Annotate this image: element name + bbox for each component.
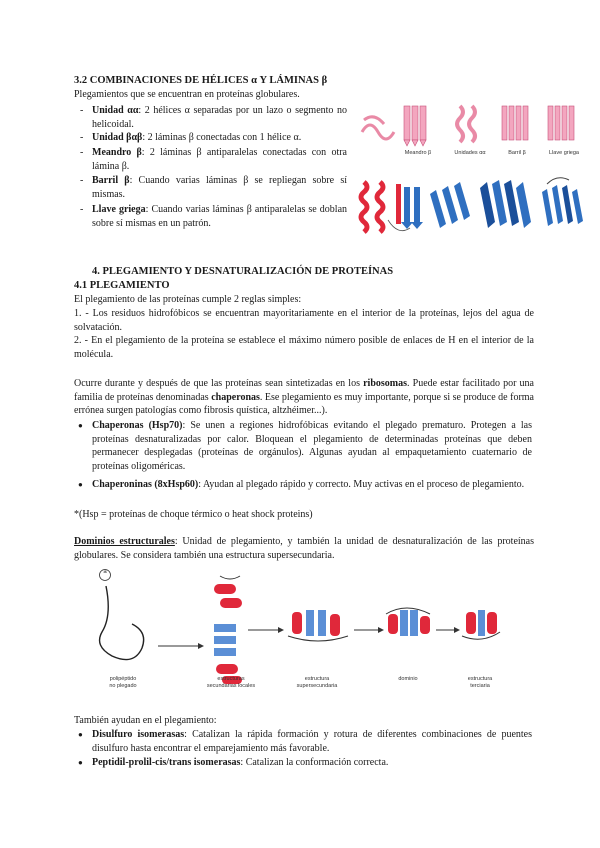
enzyme-term: Disulfuro isomerasas: [92, 729, 185, 740]
list-item: [92, 104, 347, 131]
diagram-label-domain: dominio: [398, 676, 418, 682]
figure-label-unidades: Unidades αα: [454, 150, 486, 156]
item-text: : 2 láminas β antiparalelas conectadas con otra lámina β.: [92, 147, 347, 172]
list-item: [92, 728, 532, 755]
list-item: [92, 203, 347, 230]
folding-illustration: [96, 566, 506, 694]
enzyme-text: : Catalizan la conformación correcta.: [240, 757, 389, 768]
supersecondary-structure: [288, 610, 348, 641]
enzyme-text: : Catalizan la rápida formación y rotura de diferentes combinaciones de puentes disulfuro hasta encontrar el emparejamiento más favorable.: [92, 729, 532, 754]
motifs-illustration: [352, 92, 592, 252]
list-item: [92, 146, 347, 173]
list-item: [92, 756, 532, 770]
hsp-note: *(Hsp = proteínas de choque térmico o heat shock proteins): [74, 509, 313, 520]
secondary-structures: [214, 576, 242, 684]
item-term: Llave griega: [92, 204, 146, 215]
diagram-label-unfolded: polipéptido no plegado: [109, 676, 137, 689]
tertiary-structure: [462, 610, 500, 639]
list-item: [92, 174, 347, 201]
blue-sheets-1: [430, 182, 470, 228]
pink-greek-key: [548, 106, 574, 140]
term-ribosomas: ribosomas: [363, 378, 408, 389]
list-item: [92, 419, 532, 473]
bullet-text: : Se unen a regiones hidrofóbicas evitando el plegado prematuro. Protegen a las proteínas desnaturalizadas por calor. Bloquean el plegamiento de determinadas proteínas que deben permanecer desplegadas (proteínas de orgánulos). Algunas ayudan al empaquetamiento cuaternario de proteínas oligoméricas.: [92, 420, 533, 472]
section-3-2-title: 3.2 COMBINACIONES DE HÉLICES α Y LÁMINAS β: [74, 75, 328, 86]
motifs-figure: [352, 92, 592, 252]
item-text: : 2 hélices α separadas por un lazo o segmento no helicoidal.: [92, 105, 347, 130]
term-dominios: Dominios estructurales: [74, 536, 175, 547]
folding-diagram: [96, 566, 506, 694]
domain-structure: [386, 608, 430, 636]
list-item: [92, 478, 532, 492]
figure-label-meandro: Meandro β: [404, 150, 432, 156]
rules-intro: El plegamiento de las proteínas cumple 2 reglas simples:: [74, 294, 302, 305]
rule-1: 1. - Los residuos hidrofóbicos se encuentran mayoritariamente en el interior de la proteínas, lejos del agua de solvatación.: [74, 308, 534, 333]
blue-greek-key: [542, 178, 583, 226]
item-text: : Cuando varias láminas β se repliegan sobre sí mismas.: [92, 175, 347, 200]
diagram-label-tertiary: estructura terciaria: [467, 676, 493, 689]
meandro-motif: [362, 117, 394, 139]
red-helices: [361, 182, 383, 232]
item-text: : 2 láminas β conectadas con 1 hélice α.: [142, 132, 302, 143]
section-3-2-intro: Plegamientos que se encuentran en proteínas globulares.: [74, 89, 300, 100]
also-help-intro: También ayudan en el plegamiento:: [74, 715, 217, 726]
bullet-term: Chaperoninas (8xHsp60): [92, 479, 199, 490]
diagram-label-secondary: estructuras secundarias locales: [206, 676, 256, 689]
red-blue-unit: [396, 184, 423, 229]
text: . Puede estar facilitado por una familia de proteínas denominadas: [74, 378, 534, 403]
section-4-1-title: 4.1 PLEGAMIENTO: [74, 280, 170, 291]
item-term: Unidad αα: [92, 105, 139, 116]
domains-paragraph: [74, 535, 534, 562]
item-text: : Cuando varias láminas β antiparalelas se doblan sobre sí mismas en un patrón.: [92, 204, 348, 229]
rule-2: 2. - En el plegamiento de la proteína se establece el máximo número posible de enlaces de H en el interior de la molécula.: [74, 335, 534, 360]
text: . Ese plegamiento es muy importante, porque si se produce de forma errónea surgen patologías como fibrosis quística, altzhéimer...).: [74, 391, 534, 416]
section-4-title: 4. PLEGAMIENTO Y DESNATURALIZACIÓN DE PROTEÍNAS: [92, 266, 394, 277]
item-term: Barril β: [92, 175, 130, 186]
unfolded-chain: [100, 586, 144, 660]
bullet-term: Chaperonas (Hsp70): [92, 420, 183, 431]
blue-barrel: [480, 180, 531, 228]
pink-helix-pair: [457, 106, 475, 142]
list-item: [92, 131, 347, 145]
enzyme-term: Peptidil-prolil-cis/trans isomerasas: [92, 757, 241, 768]
figure-label-barril: Barril β: [508, 150, 526, 156]
pink-barrel: [502, 106, 528, 140]
panel-badge: a: [103, 569, 107, 575]
text: : Unidad de plegamiento, y también la unidad de desnaturalización de las proteínas globulares. Se considera también una estructura supersecundaria.: [74, 536, 534, 561]
folding-paragraph: [74, 377, 534, 418]
figure-label-llave: Llave griega: [549, 150, 579, 156]
pink-sheets-1: [404, 106, 426, 146]
item-term: Unidad βαβ: [92, 132, 143, 143]
bullet-text: : Ayudan al plegado rápido y correcto. Muy activas en el proceso de plegamiento.: [198, 479, 525, 490]
diagram-label-supersecondary: estructura supersecundaria: [296, 676, 338, 689]
item-term: Meandro β: [92, 147, 142, 158]
text: Ocurre durante y después de que las proteínas sean sintetizadas en los: [74, 378, 364, 389]
term-chaperonas: chaperonas: [211, 391, 260, 403]
